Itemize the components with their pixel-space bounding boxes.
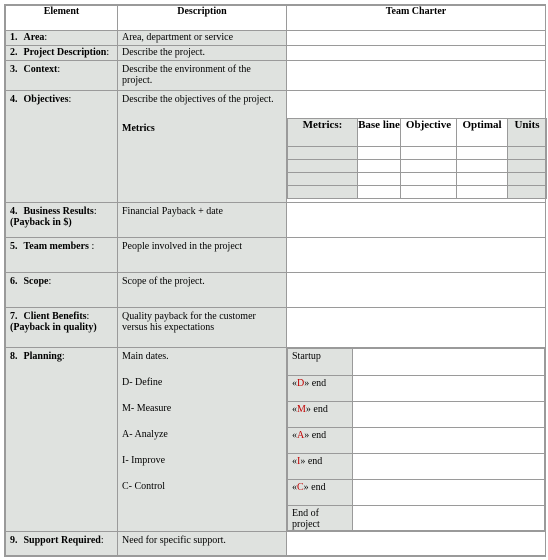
- header-element: Element: [6, 6, 118, 31]
- planning-i-end-label: «I» end: [288, 454, 353, 480]
- metric-cell[interactable]: [401, 173, 457, 186]
- objectives-text: Describe the objectives of the project.: [122, 94, 274, 105]
- team-charter-document: [4, 4, 546, 557]
- metric-cell[interactable]: [288, 186, 358, 199]
- charter-business-results[interactable]: [287, 203, 546, 238]
- metric-cell[interactable]: [457, 147, 508, 160]
- element-team-members: 5. Team members :: [6, 238, 118, 273]
- element-scope: 6. Scope:: [6, 273, 118, 308]
- charter-area[interactable]: [287, 31, 546, 46]
- description-planning: [118, 348, 287, 532]
- planning-end-of-project-date[interactable]: [353, 506, 545, 531]
- planning-a-end-label: «A» end: [288, 428, 353, 454]
- metric-cell[interactable]: [288, 160, 358, 173]
- planning-d-end-label: «D» end: [288, 376, 353, 402]
- charter-objectives: [287, 91, 546, 203]
- planning-startup-date[interactable]: [353, 349, 545, 376]
- row-area: [6, 31, 546, 46]
- charter-client-benefits[interactable]: [287, 308, 546, 348]
- row-team-members: [6, 238, 546, 273]
- metrics-col-objective: Objective: [401, 119, 457, 147]
- element-objectives: 4. Objectives:: [6, 91, 118, 203]
- planning-d-end-date[interactable]: [353, 376, 545, 402]
- metrics-row: [288, 147, 547, 160]
- metrics-col-units: Units: [508, 119, 547, 147]
- row-client-benefits: [6, 308, 546, 348]
- charter-planning: [287, 348, 546, 532]
- metrics-row: [288, 160, 547, 173]
- element-client-benefits: 7. Client Benefits: (Payback in quality): [6, 308, 118, 348]
- phase-analyze: A- Analyze: [122, 429, 168, 440]
- metric-cell[interactable]: [358, 173, 401, 186]
- planning-startup-label: Startup: [288, 349, 353, 376]
- planning-row-c: [288, 480, 545, 506]
- row-planning: [6, 348, 546, 532]
- header-description: Description: [118, 6, 287, 31]
- element-business-results: 4. Business Results: (Payback in $): [6, 203, 118, 238]
- row-support-required: [6, 532, 546, 556]
- planning-row-m: [288, 402, 545, 428]
- planning-c-end-date[interactable]: [353, 480, 545, 506]
- planning-row-end: [288, 506, 545, 531]
- metrics-label: Metrics: [122, 123, 155, 134]
- planning-i-end-date[interactable]: [353, 454, 545, 480]
- description-scope: Scope of the project.: [118, 273, 287, 308]
- description-support-required: Need for specific support.: [118, 532, 287, 556]
- metric-cell[interactable]: [401, 160, 457, 173]
- phase-measure: M- Measure: [122, 403, 172, 414]
- description-context: Describe the environment of the project.: [118, 61, 287, 91]
- charter-team-members[interactable]: [287, 238, 546, 273]
- charter-scope[interactable]: [287, 273, 546, 308]
- phase-improve: I- Improve: [122, 455, 166, 466]
- metric-cell[interactable]: [401, 147, 457, 160]
- metric-cell[interactable]: [508, 160, 547, 173]
- charter-table: [5, 5, 546, 556]
- metric-cell[interactable]: [508, 186, 547, 199]
- metric-cell[interactable]: [508, 147, 547, 160]
- metric-cell[interactable]: [358, 160, 401, 173]
- row-scope: [6, 273, 546, 308]
- element-planning: 8. Planning:: [6, 348, 118, 532]
- metric-cell[interactable]: [457, 160, 508, 173]
- planning-table: [287, 348, 545, 531]
- metric-cell[interactable]: [401, 186, 457, 199]
- planning-a-end-date[interactable]: [353, 428, 545, 454]
- planning-m-end-date[interactable]: [353, 402, 545, 428]
- metrics-header-row: [288, 119, 547, 147]
- metric-cell[interactable]: [457, 186, 508, 199]
- description-client-benefits: Quality payback for the customer versus his expectations: [118, 308, 287, 348]
- planning-c-end-label: «C» end: [288, 480, 353, 506]
- metrics-row: [288, 173, 547, 186]
- description-project: Describe the project.: [118, 46, 287, 61]
- metrics-col-baseline: Base line: [358, 119, 401, 147]
- metric-cell[interactable]: [288, 147, 358, 160]
- charter-project-description[interactable]: [287, 46, 546, 61]
- row-context: [6, 61, 546, 91]
- planning-end-of-project-label: End of project: [288, 506, 353, 531]
- metric-cell[interactable]: [457, 173, 508, 186]
- element-support-required: 9. Support Required:: [6, 532, 118, 556]
- metrics-row: [288, 186, 547, 199]
- description-area: Area, department or service: [118, 31, 287, 46]
- header-row: [6, 6, 546, 31]
- planning-row-startup: [288, 349, 545, 376]
- description-team-members: People involved in the project: [118, 238, 287, 273]
- metrics-col-metrics: Metrics:: [288, 119, 358, 147]
- row-objectives: [6, 91, 546, 203]
- planning-m-end-label: «M» end: [288, 402, 353, 428]
- planning-row-i: [288, 454, 545, 480]
- phase-define: D- Define: [122, 377, 163, 388]
- metric-cell[interactable]: [288, 173, 358, 186]
- charter-support-required[interactable]: [287, 532, 546, 556]
- metric-cell[interactable]: [358, 186, 401, 199]
- charter-context[interactable]: [287, 61, 546, 91]
- planning-row-a: [288, 428, 545, 454]
- element-area: 1. Area:: [6, 31, 118, 46]
- header-team-charter: Team Charter: [287, 6, 546, 31]
- description-objectives: [118, 91, 287, 203]
- metrics-col-optimal: Optimal: [457, 119, 508, 147]
- description-business-results: Financial Payback + date: [118, 203, 287, 238]
- planning-row-d: [288, 376, 545, 402]
- metric-cell[interactable]: [358, 147, 401, 160]
- planning-phases: [122, 377, 282, 507]
- element-project-description: 2. Project Description:: [6, 46, 118, 61]
- row-business-results: [6, 203, 546, 238]
- phase-control: C- Control: [122, 481, 166, 492]
- row-project-description: [6, 46, 546, 61]
- metric-cell[interactable]: [508, 173, 547, 186]
- element-context: 3. Context:: [6, 61, 118, 91]
- metrics-table: [287, 118, 547, 199]
- planning-main-dates: Main dates.: [122, 351, 169, 362]
